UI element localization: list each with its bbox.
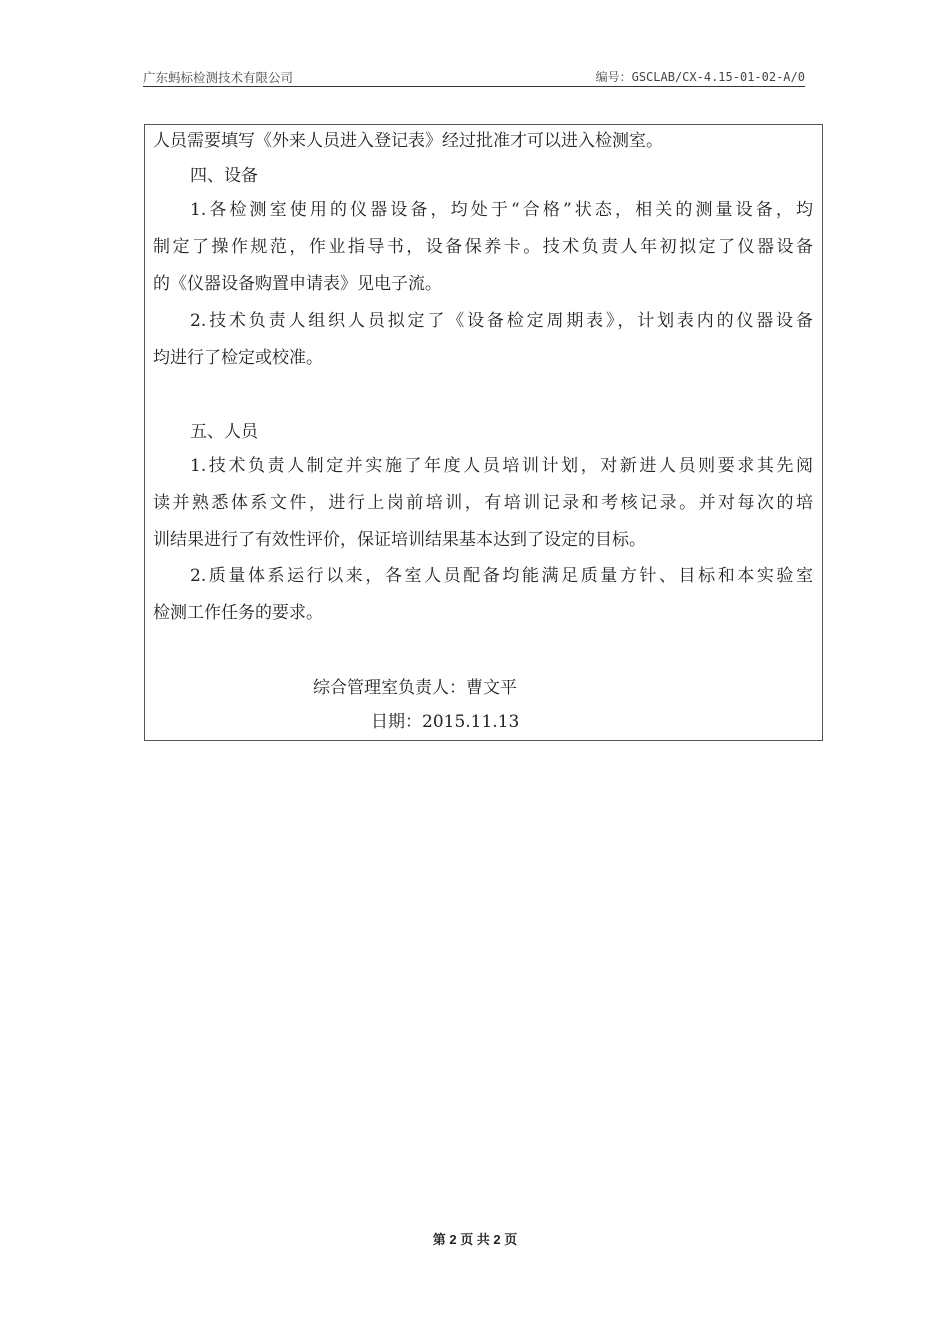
page-header bbox=[143, 66, 805, 87]
body-line: 人员需要填写《外来人员进入登记表》经过批准才可以进入检测室。 bbox=[153, 131, 663, 151]
page-footer: 第 2 页 共 2 页 bbox=[432, 1232, 518, 1247]
section-heading-personnel: 五、人员 bbox=[190, 422, 258, 442]
company-name: 广东蚂标检测技术有限公司 bbox=[143, 70, 294, 85]
body-line: 读并熟悉体系文件，进行上岗前培训，有培训记录和考核记录。并对每次的培 bbox=[153, 493, 813, 513]
body-line: 1.各检测室使用的仪器设备，均处于“合格”状态，相关的测量设备，均 bbox=[190, 200, 813, 220]
body-line: 2.技术负责人组织人员拟定了《设备检定周期表》，计划表内的仪器设备 bbox=[190, 311, 813, 331]
body-line: 1.技术负责人制定并实施了年度人员培训计划，对新进人员则要求其先阅 bbox=[190, 456, 813, 476]
body-line: 的《仪器设备购置申请表》见电子流。 bbox=[153, 274, 442, 294]
body-line: 制定了操作规范，作业指导书，设备保养卡。技术负责人年初拟定了仪器设备 bbox=[153, 237, 813, 257]
document-code: 编号：GSCLAB/CX-4.15-01-02-A/0 bbox=[595, 70, 805, 84]
body-line: 均进行了检定或校准。 bbox=[153, 348, 323, 368]
body-line: 2.质量体系运行以来，各室人员配备均能满足质量方针、目标和本实验室 bbox=[190, 566, 813, 586]
body-line: 检测工作任务的要求。 bbox=[153, 603, 323, 623]
section-heading-equipment: 四、设备 bbox=[190, 166, 258, 186]
date-line: 日期：2015.11.13 bbox=[371, 712, 520, 732]
body-line: 训结果进行了有效性评价，保证培训结果基本达到了设定的目标。 bbox=[153, 530, 646, 550]
signature-line: 综合管理室负责人：曹文平 bbox=[313, 678, 517, 698]
